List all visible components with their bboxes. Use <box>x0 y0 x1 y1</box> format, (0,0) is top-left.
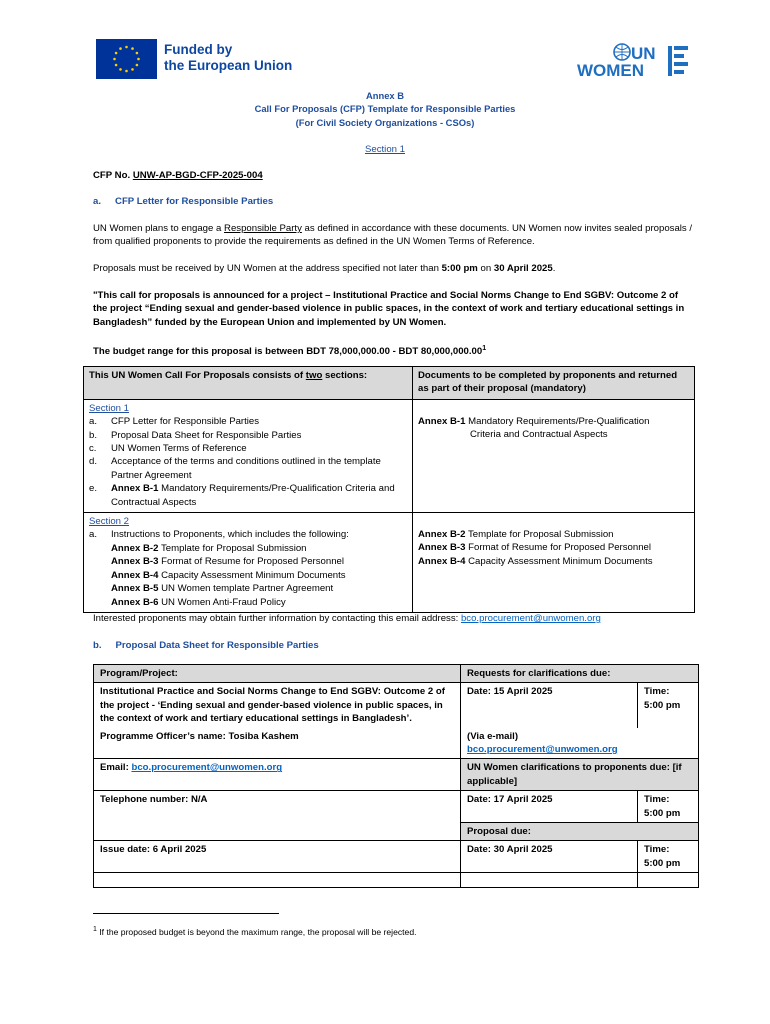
programme-officer: Programme Officer’s name: Tosiba Kashem <box>94 728 461 759</box>
eu-stars-icon <box>96 39 157 79</box>
clarification-date: Date: 15 April 2025 <box>461 683 638 728</box>
list-item: Annex B-5 UN Women template Partner Agreement <box>111 583 334 595</box>
cfp-intro-paragraph: UN Women plans to engage a Responsible Party as defined in accordance with these documents. UN Women now invites sealed proposals / from qualified proponents to provide the requirements as defined in the UN Women Terms of Reference. <box>93 223 693 248</box>
document-title: Call For Proposals (CFP) Template for Responsible Parties <box>254 103 516 115</box>
proposal-data-sheet-table <box>93 664 699 888</box>
list-item: a. Instructions to Proponents, which includes the following: <box>89 529 349 541</box>
eu-funding-text: Funded by the European Union <box>164 42 293 73</box>
cfp-sections-table <box>83 366 695 613</box>
list-item: d. Acceptance of the terms and conditions outlined in the template Partner Agreement <box>89 456 381 481</box>
officer-email-link[interactable]: bco.procurement@unwomen.org <box>131 762 283 774</box>
document-header <box>0 89 770 129</box>
document-subtitle: (For Civil Society Organizations - CSOs) <box>295 116 475 128</box>
contact-email-link[interactable]: bco.procurement@unwomen.org <box>460 613 601 624</box>
telephone-cell: Telephone number: N/A <box>94 791 461 823</box>
footnote: $^1$ If the proposed budget is beyond the maximum range, the proposal will be rejected. <box>93 926 417 937</box>
issue-date: Issue date: 6 April 2025 <box>94 841 461 873</box>
budget-range: The budget range for this proposal is between BDT 78,000,000.00 - BDT 80,000,000.00$^1$ <box>93 345 487 358</box>
cfp-number: CFP No. UNW-AP-BGD-CFP-2025-004 <box>93 170 263 181</box>
program-header: Program/Project: <box>94 665 461 683</box>
list-item: Annex B-4 Capacity Assessment Minimum Documents <box>418 555 653 567</box>
table-row <box>94 873 699 888</box>
list-item: Annex B-6 UN Women Anti-Fraud Policy <box>111 596 286 608</box>
clarifications-date: Date: 17 April 2025 <box>461 791 638 823</box>
section-2-list <box>89 528 407 608</box>
list-item: Annex B-2 Template for Proposal Submission <box>418 529 614 541</box>
clarifications-to-proponents-header: UN Women clarifications to proponents due: [if applicable] <box>461 759 699 791</box>
deadline-paragraph: Proposals must be received by UN Women at the address specified not later than 5:00 pm on 30 April 2025. <box>93 263 556 274</box>
list-item: b. Proposal Data Sheet for Responsible Parties <box>89 429 302 441</box>
clarification-email-link[interactable]: bco.procurement@unwomen.org <box>467 744 618 756</box>
section-1-row: Section 1 a. CFP Letter for Responsible Parties b. Proposal Data Sheet for Responsible Parties c. UN Women Terms of Reference d. Acceptance of the terms and conditions outlined in the template Partner Agreement e. Annex B-1 Mandatory Requirements/Pre-Qualification Criteria and Contractual Aspects Annex B-1 Mandatory Requirements/Pre-Qualification Criteria and Contractual Aspects <box>84 399 695 512</box>
project-title-cell: Institutional Practice and Social Norms Change to End SGBV: Outcome 2 of the project - ‘Ending sexual and gender-based violence in public spaces, in the context of work and tertiary educational settings in Bangladesh’. <box>94 683 461 728</box>
annex-b1-required: Annex B-1 Mandatory Requirements/Pre-Qualification <box>418 415 650 427</box>
list-item: Annex B-3 Format of Resume for Proposed Personnel <box>111 556 345 568</box>
svg-text:UN: UN <box>631 44 656 63</box>
footnote-divider <box>93 913 279 914</box>
table-row: Telephone number: N/A Date: 17 April 2025 Time: 5:00 pm <box>94 791 699 823</box>
sections-header: This UN Women Call For Proposals consists of two sections: <box>84 367 413 400</box>
section-1-heading: Section 1 <box>364 144 405 155</box>
table-row: Issue date: 6 April 2025 Date: 30 April 2025 Time: 5:00 pm <box>94 841 699 873</box>
list-item: e. Annex B-1 Mandatory Requirements/Pre-Qualification Criteria and Contractual Aspects <box>89 483 395 508</box>
project-announcement: "This call for proposals is announced for a project – Institutional Practice and Social Norms Change to End SGBV: Outcome 2 of the project “Ending sexual and gender-based violence in public spaces, in the context of work and tertiary educational settings in Bangladesh” funded by the European Union and implemented by UN Women. <box>93 290 685 328</box>
list-item: Annex B-4 Capacity Assessment Minimum Documents <box>111 569 346 581</box>
table-row: Institutional Practice and Social Norms Change to End SGBV: Outcome 2 of the project - ‘Ending sexual and gender-based violence in public spaces, in the context of work and tertiary educational settings in Bangladesh’. Date: 15 April 2025 Time: 5:00 pm <box>94 683 699 728</box>
annex-label: Annex B <box>365 90 405 101</box>
list-item: Annex B-2 Template for Proposal Submission <box>111 542 307 554</box>
table-row <box>94 823 699 841</box>
proposal-due-header: Proposal due: <box>461 823 699 841</box>
documents-header: Documents to be completed by proponents and returned as part of their proposal (mandatory) <box>413 367 695 400</box>
table-header-row <box>94 665 699 683</box>
un-women-logo <box>576 42 694 78</box>
section-2-title: Section 2 <box>89 516 130 528</box>
section-1-list <box>89 415 407 509</box>
svg-text:WOMEN: WOMEN <box>577 61 645 78</box>
contact-info: Interested proponents may obtain further information by contacting this email address: bco.procurement@unwomen.org <box>93 613 601 624</box>
section-a-heading: a. CFP Letter for Responsible Parties <box>93 196 274 207</box>
list-item: a. CFP Letter for Responsible Parties <box>89 416 260 428</box>
eu-flag-logo <box>96 39 157 79</box>
table-row <box>94 759 699 791</box>
section-1-title: Section 1 <box>89 402 130 414</box>
table-row: Programme Officer’s name: Tosiba Kashem (Via e-mail) bco.procurement@unwomen.org <box>94 728 699 759</box>
section-2-row <box>84 513 695 613</box>
email-cell: Email: bco.procurement@unwomen.org <box>94 759 461 791</box>
list-item: Annex B-3 Format of Resume for Proposed Personnel <box>418 542 652 554</box>
list-item: c. UN Women Terms of Reference <box>89 443 247 455</box>
section-b-heading: b. Proposal Data Sheet for Responsible Parties <box>93 640 319 651</box>
proposal-due-date: Date: 30 April 2025 <box>461 841 638 873</box>
table-header-row <box>84 367 695 400</box>
requests-header: Requests for clarifications due: <box>461 665 699 683</box>
